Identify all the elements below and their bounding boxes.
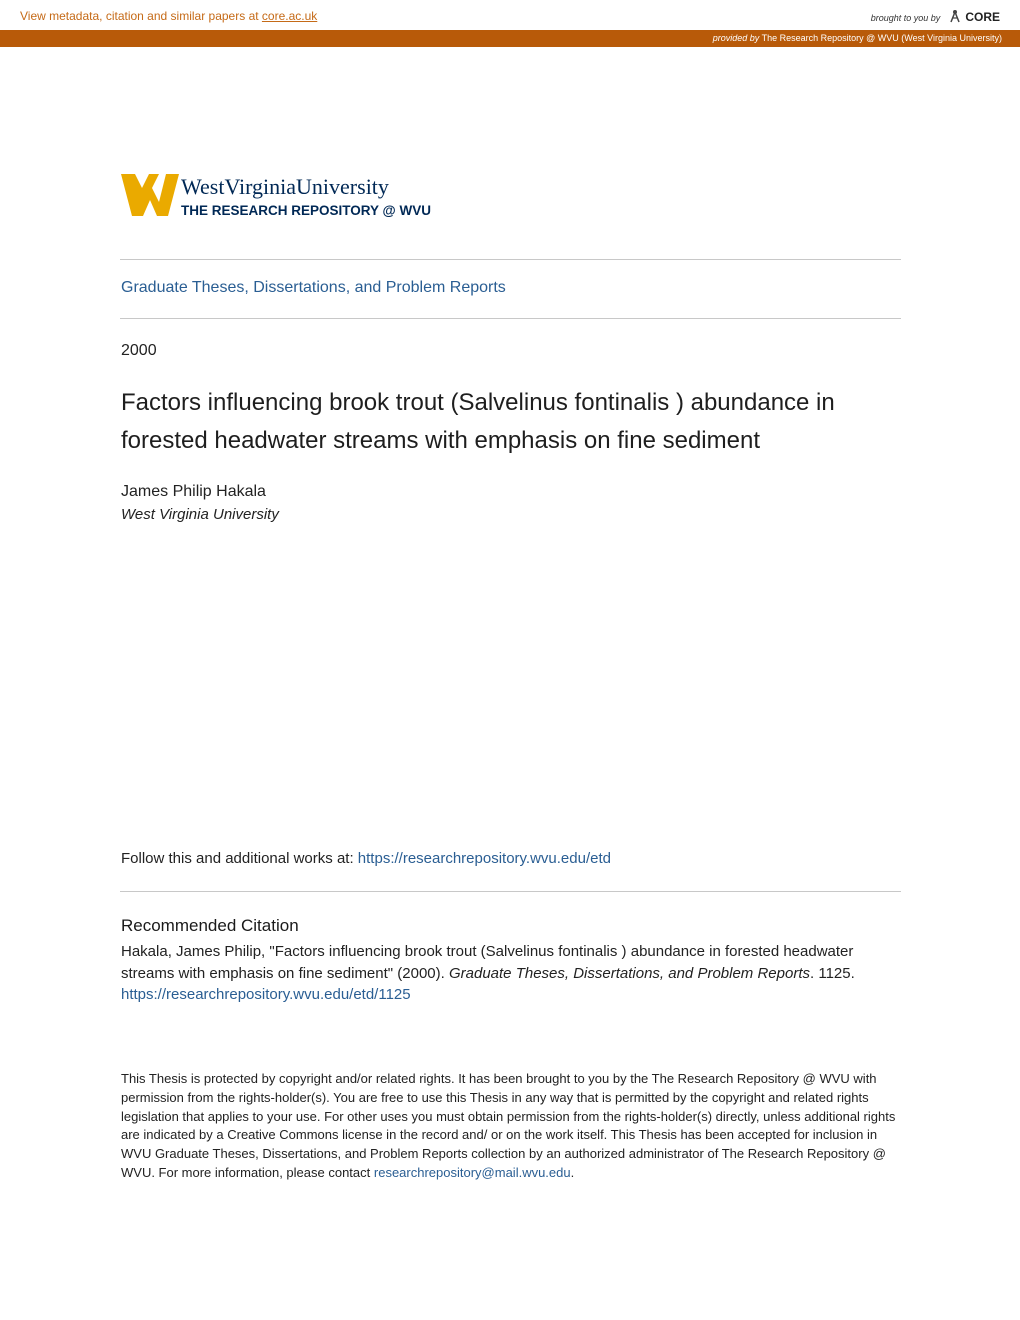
wvu-flying-wv-icon (121, 174, 179, 216)
citation-number: . 1125. (810, 964, 855, 982)
rights-text: This Thesis is protected by copyright and/or related rights. It has been brought to you by the The Research Repository @ WVU with permission from the rights-holder(s). You are free to use this Thesis in any way that is permitted by the copyright and related rights legislation that applies to your use. For other uses you must obtain permission from the rights-holder(s) directly, unless additional rights are indicated by a Creative Commons license in the record and/ or on the work itself. This Thesis has been accepted for inclusion in WVU Graduate Theses, Dissertations, and Problem Reports collection by an authorized administrator of The Research Repository @ WVU. For more information, please contact (121, 1071, 896, 1180)
brought-text: brought to you by (870, 13, 941, 23)
citation-link[interactable]: https://researchrepository.wvu.edu/etd/1125 (121, 986, 411, 1003)
core-prefix: View metadata, citation and similar papers at (20, 9, 259, 23)
follow-works (121, 850, 611, 867)
core-banner (0, 0, 1020, 30)
recommended-citation (121, 941, 881, 1006)
logo-name: WestVirginiaUniversity (181, 174, 389, 199)
core-brand[interactable]: CORE (965, 10, 1000, 24)
divider-series (120, 318, 901, 319)
core-brought (871, 9, 1000, 24)
core-link[interactable]: core.ac.uk (261, 9, 318, 23)
rights-statement (121, 1070, 896, 1183)
citation-text: Hakala, James Philip, "Factors influencing brook trout (Salvelinus fontinalis ) abundance in forested headwater streams with emphasis on fine sediment" (2000). (121, 943, 854, 982)
logo-subtitle: THE RESEARCH REPOSITORY @ WVU (181, 203, 431, 218)
publication-year: 2000 (121, 342, 157, 359)
core-metadata-text (20, 9, 317, 23)
divider-follow (120, 891, 901, 892)
citation-journal: Graduate Theses, Dissertations, and Problem Reports (448, 964, 810, 982)
provider-bar (0, 30, 1020, 47)
contact-email-link[interactable]: researchrepository@mail.wvu.edu (373, 1164, 571, 1180)
provided-by-label: provided by (712, 33, 760, 43)
provider-link[interactable]: The Research Repository @ WVU (West Virginia University) (761, 33, 1002, 43)
recommended-citation-heading: Recommended Citation (121, 916, 299, 935)
divider-top (120, 259, 901, 260)
core-logo-icon (949, 9, 961, 23)
follow-link[interactable]: https://researchrepository.wvu.edu/etd (357, 850, 611, 867)
follow-text: Follow this and additional works at: (121, 850, 354, 867)
wvu-repository-logo[interactable] (121, 170, 481, 230)
paper-title: Factors influencing brook trout (Salvelinus fontinalis ) abundance in forested headwater streams with emphasis on fine sediment (121, 389, 835, 454)
rights-end: . (570, 1164, 575, 1180)
author-affiliation: West Virginia University (121, 506, 279, 523)
series-link[interactable]: Graduate Theses, Dissertations, and Problem Reports (121, 279, 506, 296)
author-name: James Philip Hakala (121, 483, 266, 500)
